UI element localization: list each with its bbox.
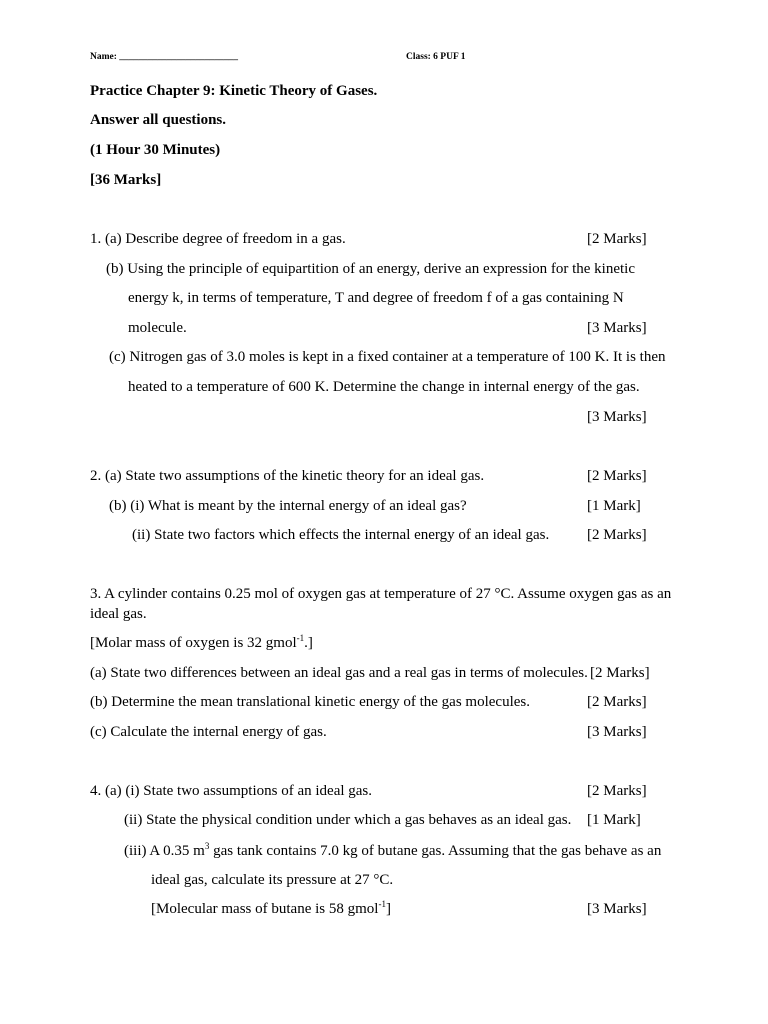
q1a-marks: [2 Marks] [587, 231, 647, 247]
q3-stem-line1: 3. A cylinder contains 0.25 mol of oxygen gas at temperature of 27 °C. Assume oxygen gas as an [90, 586, 672, 602]
q4ai-marks: [2 Marks] [587, 783, 647, 799]
q4-molecular-mass-note [151, 900, 391, 918]
q4aiii-text-start: (iii) A 0.35 m [124, 843, 205, 859]
q3-molar-mass-note [90, 634, 313, 652]
q1c-marks: [3 Marks] [587, 409, 647, 425]
q4aiii-text-line2: ideal gas, calculate its pressure at 27 °C. [151, 872, 394, 888]
q4aiii-text-rest: gas tank contains 7.0 kg of butane gas. Assuming that the gas behave as an [209, 843, 662, 859]
q3a-marks: [2 Marks] [590, 665, 650, 681]
q3c-text: (c) Calculate the internal energy of gas. [90, 724, 327, 740]
instruction-line: Answer all questions. [90, 112, 226, 128]
class-label: Class: 6 PUF 1 [406, 52, 466, 62]
q3-stem-line2: ideal gas. [90, 606, 147, 622]
q3b-marks: [2 Marks] [587, 694, 647, 710]
q3c-marks: [3 Marks] [587, 724, 647, 740]
duration-line: (1 Hour 30 Minutes) [90, 142, 221, 158]
q1b-text-line3: molecule. [128, 320, 187, 336]
q4-molecular-mass-exponent: -1 [378, 899, 386, 909]
q2bi-text: (b) (i) What is meant by the internal energy of an ideal gas? [109, 498, 467, 514]
q2bi-marks: [1 Mark] [587, 498, 641, 514]
q2bii-marks: [2 Marks] [587, 527, 647, 543]
q4aiii-marks: [3 Marks] [587, 901, 647, 917]
q2a-marks: [2 Marks] [587, 468, 647, 484]
q4aiii-text-line1 [124, 842, 661, 860]
q4aii-text: (ii) State the physical condition under which a gas behaves as an ideal gas. [124, 812, 572, 828]
q1b-text-line1: (b) Using the principle of equipartition of an energy, derive an expression for the kinetic [106, 261, 635, 277]
q1a-text: 1. (a) Describe degree of freedom in a gas. [90, 231, 346, 247]
q3b-text: (b) Determine the mean translational kinetic energy of the gas molecules. [90, 694, 530, 710]
q1c-text-line1: (c) Nitrogen gas of 3.0 moles is kept in a fixed container at a temperature of 100 K. It is then [109, 349, 666, 365]
q3-molar-mass-text: [Molar mass of oxygen is 32 gmol [90, 635, 297, 651]
q2bii-text: (ii) State two factors which effects the internal energy of an ideal gas. [132, 527, 550, 543]
q4aii-marks: [1 Mark] [587, 812, 641, 828]
q1c-text-line2: heated to a temperature of 600 K. Determine the change in internal energy of the gas. [128, 379, 640, 395]
q1b-text-line2: energy k, in terms of temperature, T and degree of freedom f of a gas containing N [128, 290, 624, 306]
q1b-marks: [3 Marks] [587, 320, 647, 336]
name-label: Name: _________________________ [90, 52, 239, 62]
total-marks-line: [36 Marks] [90, 172, 162, 188]
q4aiii-unit-exponent: 3 [204, 841, 210, 851]
q2a-text: 2. (a) State two assumptions of the kinetic theory for an ideal gas. [90, 468, 485, 484]
q4-molecular-mass-close: ] [385, 901, 391, 917]
worksheet-title: Practice Chapter 9: Kinetic Theory of Gases. [90, 83, 378, 99]
q3-molar-mass-exponent: -1 [296, 633, 305, 643]
q4-molecular-mass-text: [Molecular mass of butane is 58 gmol [151, 901, 379, 917]
q3a-text: (a) State two differences between an ideal gas and a real gas in terms of molecules. [90, 665, 588, 681]
q3-molar-mass-close: .] [304, 635, 313, 651]
q4ai-text: 4. (a) (i) State two assumptions of an ideal gas. [90, 783, 373, 799]
